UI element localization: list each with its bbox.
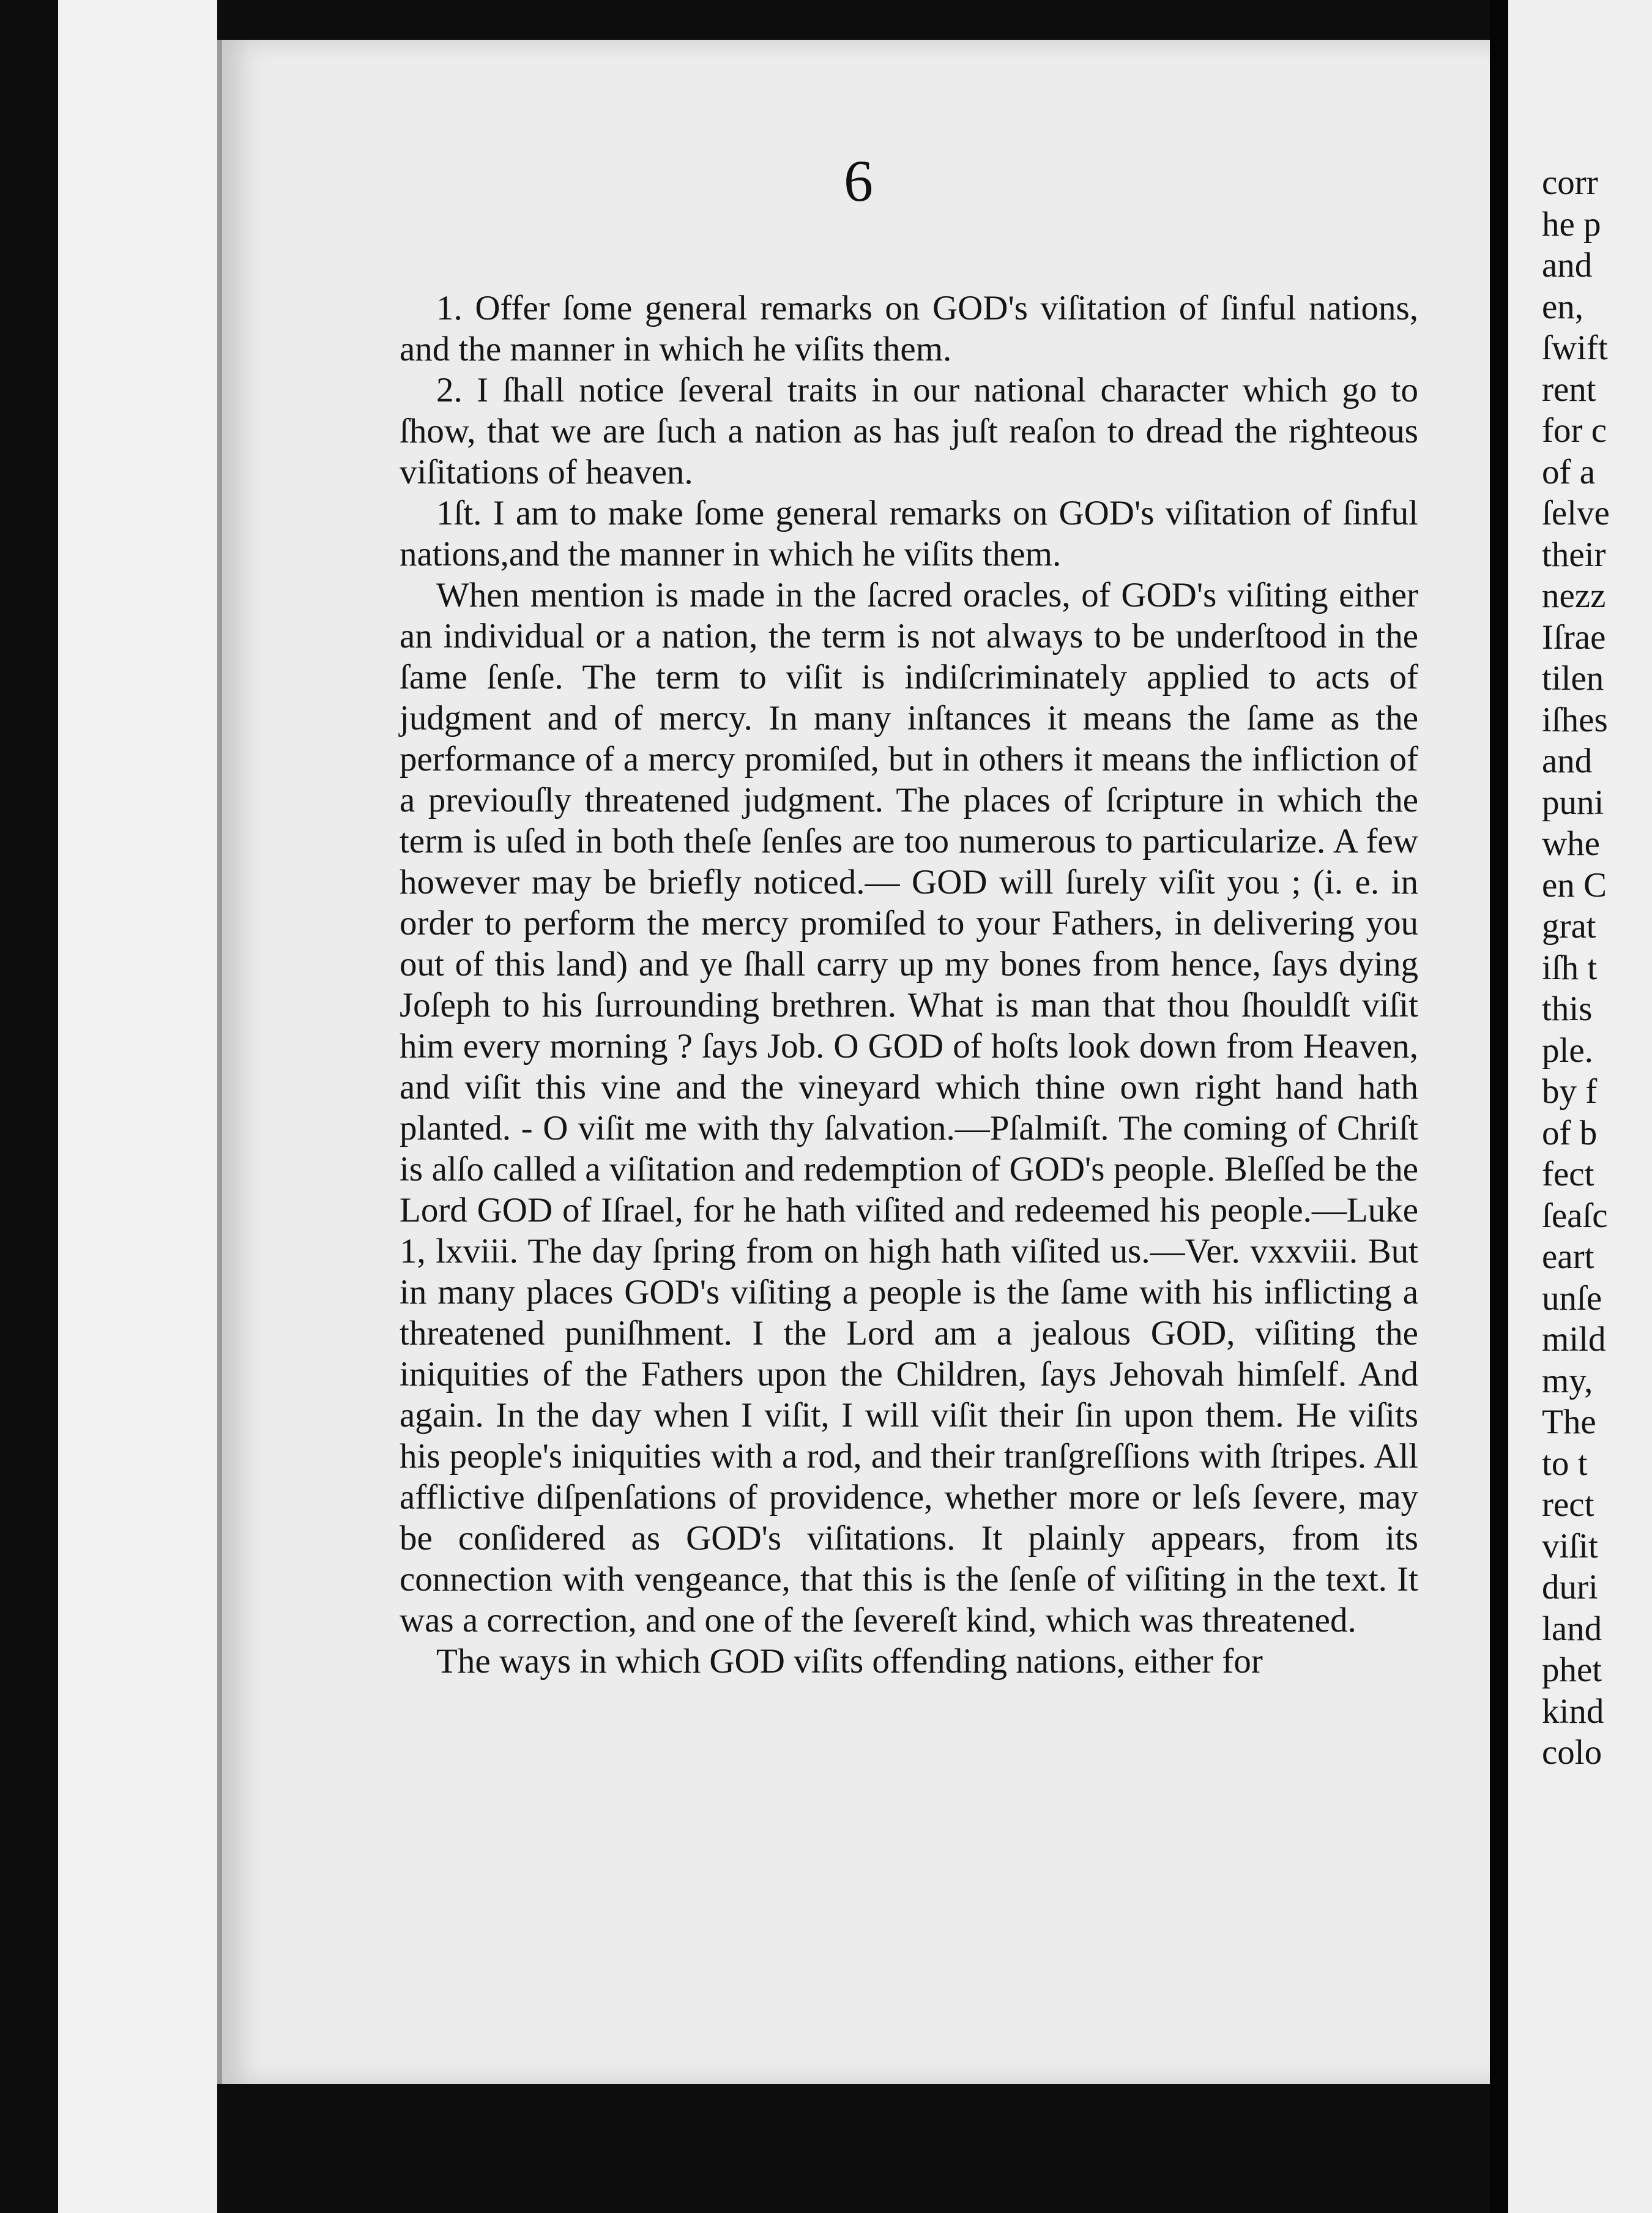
page-number: 6 <box>844 148 873 214</box>
right-page-line: nezz <box>1542 577 1606 615</box>
right-page-line: colo <box>1542 1733 1602 1772</box>
paragraph: 2. I ſhall notice ſeveral traits in our national character which go to ſhow, that we are ſuch a nation as has juſt reaſon to dread the righteous viſitations of heaven. <box>400 371 1418 491</box>
right-page-line: for c <box>1542 411 1607 450</box>
right-page-line: iſhes <box>1542 700 1608 739</box>
right-page-line: rect <box>1542 1485 1594 1524</box>
right-page-line: my, <box>1542 1361 1593 1400</box>
paragraph: 1. Offer ſome general remarks on GOD's viſitation of ſinful nations, and the manner in which he viſits them. <box>400 289 1418 368</box>
right-page-line: corr <box>1542 163 1598 202</box>
right-page-line: viſit <box>1542 1526 1598 1566</box>
right-page-line: duri <box>1542 1568 1598 1607</box>
page-body <box>400 288 1418 1682</box>
book-gutter <box>1490 0 1508 2213</box>
right-page-line: land <box>1542 1609 1602 1648</box>
paragraph: The ways in which GOD viſits offending nations, either for <box>436 1642 1263 1681</box>
right-page-line: and <box>1542 742 1593 780</box>
right-page-line: kind <box>1542 1692 1604 1731</box>
paragraph: 1ſt. I am to make ſome general remarks on GOD's viſitation of ſinful nations,and the manner in which he viſits them. <box>400 494 1418 573</box>
right-page-line: puni <box>1542 783 1604 822</box>
right-page-line: whe <box>1542 824 1600 863</box>
scan-margin-strip <box>58 0 217 2213</box>
right-page-line: ple. <box>1542 1031 1593 1070</box>
right-page-line: iſh t <box>1542 948 1598 987</box>
right-page-line: of b <box>1542 1113 1598 1152</box>
right-page-line: unſe <box>1542 1278 1602 1318</box>
right-page-line: The <box>1542 1403 1596 1441</box>
right-page-line: rent <box>1542 370 1596 409</box>
right-page-line: ſelve <box>1542 494 1610 532</box>
right-page-line: phet <box>1542 1651 1602 1689</box>
right-page-line: by f <box>1542 1072 1598 1111</box>
right-page-line: ſwift <box>1542 329 1608 367</box>
right-page-line: fect <box>1542 1155 1594 1193</box>
right-page-line: eart <box>1542 1237 1594 1276</box>
right-page-line: to t <box>1542 1444 1588 1483</box>
right-page <box>1508 0 1652 2213</box>
right-page-line: en, <box>1542 287 1584 326</box>
paragraph: When mention is made in the ſacred oracles, of GOD's viſiting either an individual or a nation, the term is not always to be underſtood in the ſame ſenſe. The term to viſit is indiſcriminately applied to acts of judgment and of mercy. In many inſtances it means the ſame as the performance of a mercy promiſed, but in others it means the infliction of a previouſly threatened judgment. The places of ſcripture in which the term is uſed in both theſe ſenſes are too numerous to particularize. A few however may be briefly noticed.— GOD will ſurely viſit you ; (i. e. in order to perform the mercy promiſed to your Fathers, in delivering you out of this land) and ye ſhall carry up my bones from hence, ſays dying Joſeph to his ſurrounding brethren. What is man that thou ſhouldſt viſit him every morning ? ſays Job. O GOD of hoſts look down from Heaven, and viſit this vine and the vineyard which thine own right hand hath planted. - O viſit me with thy ſalvation.—Pſalmiſt. The coming of Chriſt is alſo called a viſitation and redemption of GOD's people. Bleſſed be the Lord GOD of Iſrael, for he hath viſited and redeemed his people.—Luke 1, lxviii. The day ſpring from on high hath viſited us.—Ver. vxxviii. But in many places GOD's viſiting a people is the ſame with his inflicting a threatened puniſhment. I the Lord am a jealous GOD, viſiting the iniquities of the Fathers upon the Children, ſays Jehovah himſelf. And again. In the day when I viſit, I will viſit their ſin upon them. He viſits his people's iniquities with a rod, and their tranſgreſſions with ſtripes. All afflictive diſpenſations of providence, whether more or leſs ſevere, may be conſidered as GOD's viſitations. It plainly appears, from its connection with vengeance, that this is the ſenſe of viſiting in the text. It was a correction, and one of the ſevereſt kind, which was threatened. <box>400 576 1418 1640</box>
right-page-line: he p <box>1542 204 1601 244</box>
right-page-line: mild <box>1542 1320 1606 1359</box>
right-page-line: this <box>1542 990 1593 1028</box>
right-page-line: their <box>1542 535 1606 574</box>
right-page-line: Iſrae <box>1542 618 1606 657</box>
right-page-line: of a <box>1542 452 1596 491</box>
right-page-line: and <box>1542 246 1593 285</box>
right-page-line: ſeaſc <box>1542 1196 1608 1235</box>
right-page-line: tilen <box>1542 659 1604 698</box>
right-page-line: grat <box>1542 907 1596 946</box>
right-page-text <box>1542 162 1610 1774</box>
left-page <box>217 40 1495 2084</box>
right-page-line: en C <box>1542 865 1607 905</box>
